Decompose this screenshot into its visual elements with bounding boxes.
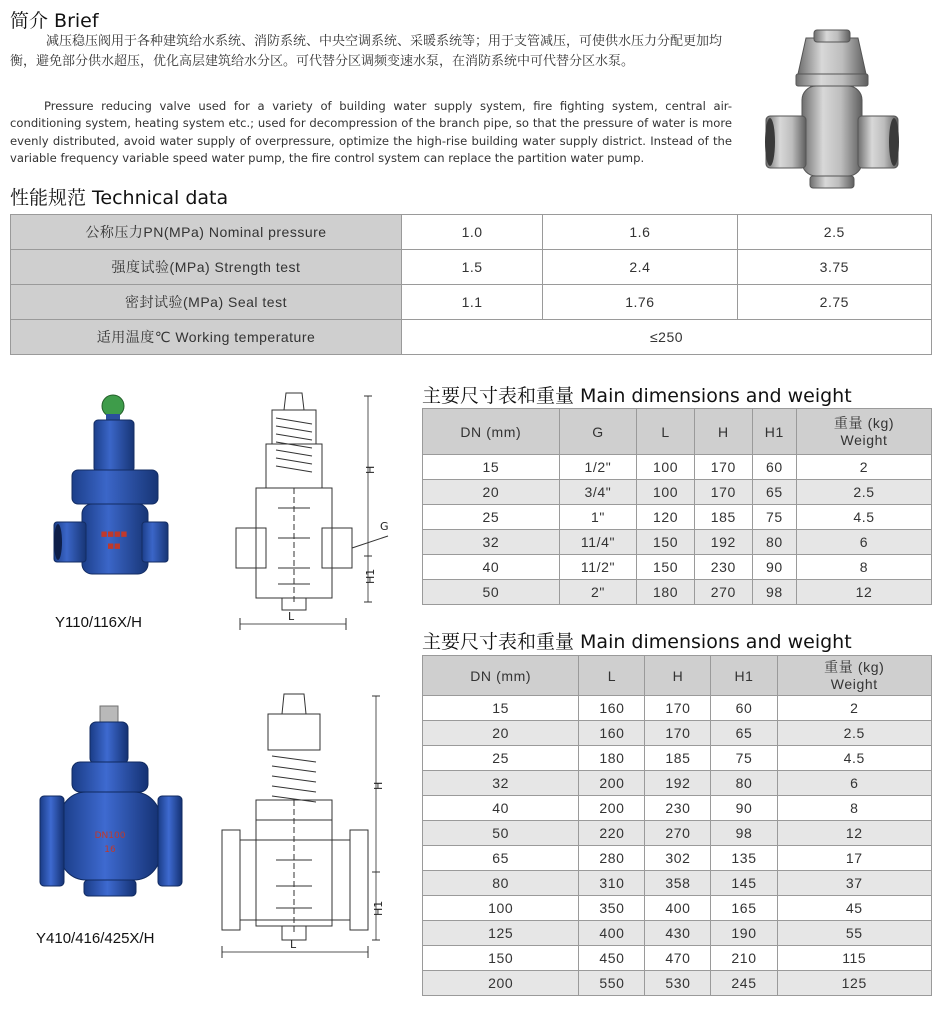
cell: 2 bbox=[777, 696, 931, 721]
cell: 65 bbox=[711, 721, 777, 746]
svg-text:■■■■: ■■■■ bbox=[100, 530, 128, 538]
col-header: H1 bbox=[711, 656, 777, 696]
cell: 4.5 bbox=[777, 746, 931, 771]
model-y410-caption: Y410/416/425X/H bbox=[36, 930, 155, 947]
cell: 25 bbox=[423, 746, 579, 771]
cell: 4.5 bbox=[797, 505, 932, 530]
cell: 190 bbox=[711, 921, 777, 946]
table-row bbox=[11, 285, 932, 320]
table-row bbox=[423, 771, 932, 796]
dims2-title: 主要尺寸表和重量 Main dimensions and weight bbox=[422, 631, 852, 653]
valve2-mark2: 16 bbox=[104, 845, 116, 855]
col-header: G bbox=[559, 409, 637, 455]
cell: 80 bbox=[423, 871, 579, 896]
model-y110-caption: Y110/116X/H bbox=[55, 614, 143, 631]
cell: 1" bbox=[559, 505, 637, 530]
cell: 55 bbox=[777, 921, 931, 946]
cell: 20 bbox=[423, 480, 560, 505]
cell: 192 bbox=[694, 530, 752, 555]
weight-cn: 重量 (kg) bbox=[833, 414, 895, 431]
cell: 98 bbox=[711, 821, 777, 846]
cell: 45 bbox=[777, 896, 931, 921]
table-row bbox=[423, 971, 932, 996]
table-row bbox=[11, 215, 932, 250]
cell: 230 bbox=[694, 555, 752, 580]
cell: 160 bbox=[579, 721, 645, 746]
dims1-title: 主要尺寸表和重量 Main dimensions and weight bbox=[422, 385, 852, 407]
cell: 100 bbox=[637, 455, 695, 480]
table-row bbox=[423, 796, 932, 821]
table-row bbox=[11, 320, 932, 355]
cell: 2" bbox=[559, 580, 637, 605]
cell: 125 bbox=[423, 921, 579, 946]
cell: 8 bbox=[797, 555, 932, 580]
table-row bbox=[423, 846, 932, 871]
col-header: H1 bbox=[752, 409, 796, 455]
cell: 65 bbox=[752, 480, 796, 505]
cell: 50 bbox=[423, 821, 579, 846]
dims2-table bbox=[422, 655, 932, 996]
cell: 160 bbox=[579, 696, 645, 721]
cell: 125 bbox=[777, 971, 931, 996]
table-row bbox=[11, 250, 932, 285]
cell: 2.5 bbox=[797, 480, 932, 505]
cell: ≤250 bbox=[402, 320, 932, 355]
cell: 280 bbox=[579, 846, 645, 871]
cell: 530 bbox=[645, 971, 711, 996]
technical-table bbox=[10, 214, 932, 355]
row-label: 公称压力PN(MPa) Nominal pressure bbox=[11, 215, 402, 250]
cell: 1.6 bbox=[543, 215, 737, 250]
col-header: H bbox=[645, 656, 711, 696]
cell: 15 bbox=[423, 696, 579, 721]
col-header: L bbox=[637, 409, 695, 455]
table-row bbox=[423, 505, 932, 530]
row-label: 密封试验(MPa) Seal test bbox=[11, 285, 402, 320]
cell: 2.4 bbox=[543, 250, 737, 285]
table-row bbox=[423, 530, 932, 555]
cell: 50 bbox=[423, 580, 560, 605]
cell: 400 bbox=[645, 896, 711, 921]
cell: 150 bbox=[637, 530, 695, 555]
cell: 32 bbox=[423, 530, 560, 555]
cell: 80 bbox=[711, 771, 777, 796]
table-row bbox=[423, 721, 932, 746]
cell: 2.5 bbox=[777, 721, 931, 746]
label-l: L bbox=[288, 610, 295, 623]
label-h: H bbox=[364, 465, 377, 474]
cell: 470 bbox=[645, 946, 711, 971]
cell: 302 bbox=[645, 846, 711, 871]
label-h2: H bbox=[372, 781, 385, 790]
cell: 192 bbox=[645, 771, 711, 796]
brief-en-text: Pressure reducing valve used for a variety of building water supply system, fire fighting system, central air-conditioning system, heating system etc.; used for decompression of the branch pipe, so that the pressure of water is more evenly distributed, avoid water supply of overpressure, optimize the high-rise building water supply district. Instead of the variable frequency variable speed water pump, the fire control system can replace the partition water pump. bbox=[10, 99, 732, 166]
cell: 115 bbox=[777, 946, 931, 971]
cell: 170 bbox=[694, 480, 752, 505]
table-row bbox=[423, 555, 932, 580]
cell: 200 bbox=[579, 771, 645, 796]
cell: 90 bbox=[711, 796, 777, 821]
cell: 430 bbox=[645, 921, 711, 946]
cell: 1.1 bbox=[402, 285, 543, 320]
cell: 170 bbox=[645, 721, 711, 746]
table-header-row bbox=[423, 656, 932, 696]
cell: 120 bbox=[637, 505, 695, 530]
cell: 37 bbox=[777, 871, 931, 896]
cell: 170 bbox=[645, 696, 711, 721]
weight-cn: 重量 (kg) bbox=[824, 658, 885, 675]
table-row bbox=[423, 455, 932, 480]
cell: 2.5 bbox=[737, 215, 931, 250]
label-l2: L bbox=[290, 938, 297, 951]
cell: 60 bbox=[752, 455, 796, 480]
dims1-table bbox=[422, 408, 932, 605]
cell: 1.0 bbox=[402, 215, 543, 250]
cell: 165 bbox=[711, 896, 777, 921]
cell: 98 bbox=[752, 580, 796, 605]
cell: 60 bbox=[711, 696, 777, 721]
table-row bbox=[423, 696, 932, 721]
col-header: DN (mm) bbox=[423, 409, 560, 455]
cell: 25 bbox=[423, 505, 560, 530]
cell: 75 bbox=[711, 746, 777, 771]
table-row bbox=[423, 921, 932, 946]
cell: 350 bbox=[579, 896, 645, 921]
cell: 80 bbox=[752, 530, 796, 555]
cell: 1/2" bbox=[559, 455, 637, 480]
row-label: 适用温度℃ Working temperature bbox=[11, 320, 402, 355]
valve-photo bbox=[762, 24, 902, 194]
cell: 11/4" bbox=[559, 530, 637, 555]
brief-cn-text: 减压稳压阀用于各种建筑给水系统、消防系统、中央空调系统、采暖系统等；用于支管减压，可使供水压力分配更加均衡，避免部分供水超压，优化高层建筑给水分区。可代替分区调频变速水泵，在消防系统中可代替分区水泵。 bbox=[10, 34, 723, 69]
cell: 8 bbox=[777, 796, 931, 821]
weight-en: Weight bbox=[830, 675, 878, 692]
cell: 150 bbox=[637, 555, 695, 580]
table-row bbox=[423, 821, 932, 846]
label-h1: H1 bbox=[364, 568, 377, 584]
cell: 145 bbox=[711, 871, 777, 896]
cell: 245 bbox=[711, 971, 777, 996]
cell: 1.5 bbox=[402, 250, 543, 285]
cell: 6 bbox=[797, 530, 932, 555]
cell: 90 bbox=[752, 555, 796, 580]
cell: 40 bbox=[423, 796, 579, 821]
drawing-y110 bbox=[226, 388, 416, 633]
cell: 6 bbox=[777, 771, 931, 796]
cell: 170 bbox=[694, 455, 752, 480]
cell: 100 bbox=[423, 896, 579, 921]
cell: 3/4" bbox=[559, 480, 637, 505]
technical-title: 性能规范 Technical data bbox=[10, 187, 229, 209]
drawing-y410 bbox=[216, 690, 416, 965]
cell: 358 bbox=[645, 871, 711, 896]
svg-text:■■: ■■ bbox=[107, 542, 121, 550]
col-header: DN (mm) bbox=[423, 656, 579, 696]
table-header-row bbox=[423, 409, 932, 455]
col-header: L bbox=[579, 656, 645, 696]
row-label: 强度试验(MPa) Strength test bbox=[11, 250, 402, 285]
cell: 310 bbox=[579, 871, 645, 896]
cell: 65 bbox=[423, 846, 579, 871]
cell: 270 bbox=[694, 580, 752, 605]
cell: 400 bbox=[579, 921, 645, 946]
cell: 150 bbox=[423, 946, 579, 971]
brief-title: 简介 Brief bbox=[10, 10, 99, 32]
cell: 270 bbox=[645, 821, 711, 846]
col-header-weight bbox=[777, 656, 931, 696]
table-row bbox=[423, 580, 932, 605]
cell: 220 bbox=[579, 821, 645, 846]
cell: 15 bbox=[423, 455, 560, 480]
cell: 75 bbox=[752, 505, 796, 530]
cell: 17 bbox=[777, 846, 931, 871]
cell: 200 bbox=[579, 796, 645, 821]
cell: 20 bbox=[423, 721, 579, 746]
cell: 12 bbox=[797, 580, 932, 605]
table-row bbox=[423, 946, 932, 971]
cell: 135 bbox=[711, 846, 777, 871]
cell: 450 bbox=[579, 946, 645, 971]
weight-en: Weight bbox=[840, 431, 888, 448]
valve-y410-photo bbox=[32, 700, 192, 920]
cell: 550 bbox=[579, 971, 645, 996]
cell: 11/2" bbox=[559, 555, 637, 580]
label-h1-2: H1 bbox=[372, 900, 385, 916]
cell: 185 bbox=[694, 505, 752, 530]
cell: 210 bbox=[711, 946, 777, 971]
cell: 180 bbox=[579, 746, 645, 771]
col-header-weight bbox=[797, 409, 932, 455]
cell: 185 bbox=[645, 746, 711, 771]
cell: 40 bbox=[423, 555, 560, 580]
valve-y110-photo bbox=[50, 388, 170, 598]
cell: 2 bbox=[797, 455, 932, 480]
cell: 1.76 bbox=[543, 285, 737, 320]
table-row bbox=[423, 871, 932, 896]
valve2-mark: DN100 bbox=[94, 831, 126, 841]
cell: 32 bbox=[423, 771, 579, 796]
cell: 180 bbox=[637, 580, 695, 605]
cell: 2.75 bbox=[737, 285, 931, 320]
table-row bbox=[423, 896, 932, 921]
cell: 200 bbox=[423, 971, 579, 996]
table-row bbox=[423, 746, 932, 771]
cell: 230 bbox=[645, 796, 711, 821]
cell: 100 bbox=[637, 480, 695, 505]
table-row bbox=[423, 480, 932, 505]
col-header: H bbox=[694, 409, 752, 455]
cell: 12 bbox=[777, 821, 931, 846]
label-g: G bbox=[380, 520, 389, 533]
cell: 3.75 bbox=[737, 250, 931, 285]
